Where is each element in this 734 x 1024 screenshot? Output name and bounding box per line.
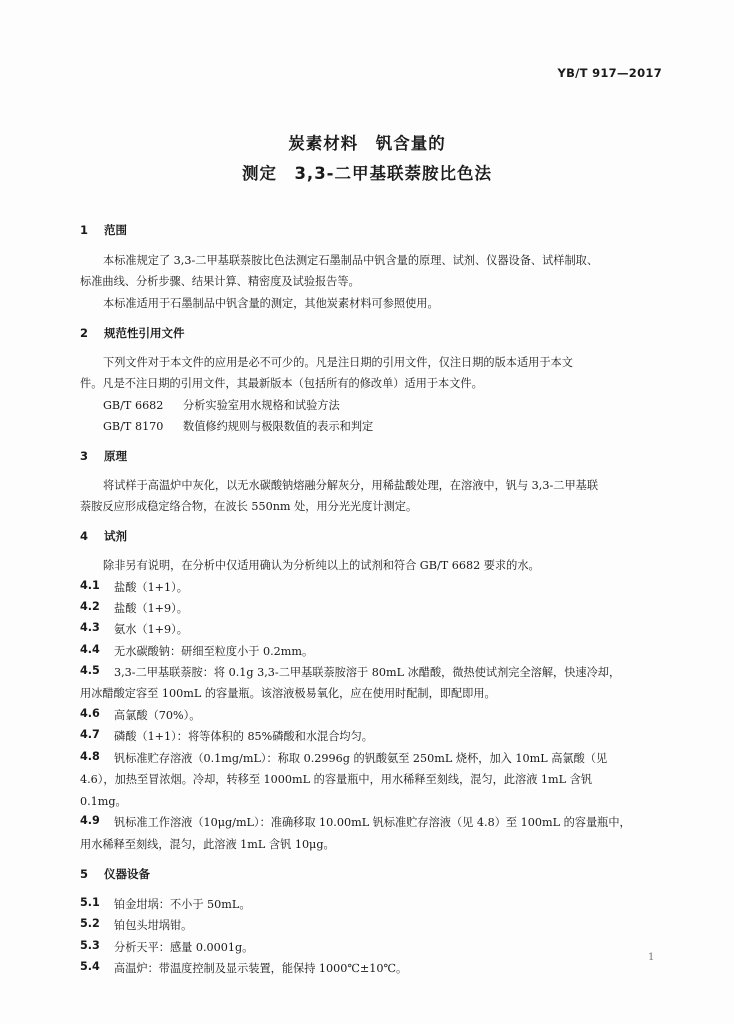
clause-text: 高温炉：带温度控制及显示装置，能保持 1000℃±10℃。 <box>114 962 408 975</box>
section-title: 规范性引用文件 <box>104 326 185 340</box>
clause-number: 4.1 <box>80 579 100 592</box>
normative-reference <box>103 418 373 434</box>
clause-text: 分析天平：感量 0.0001g。 <box>114 941 254 954</box>
clause-text: 盐酸（1+9）。 <box>114 602 188 615</box>
clause-number: 4.6 <box>80 707 100 720</box>
section-title: 试剂 <box>104 529 127 543</box>
clause-text: 3,3-二甲基联萘胺：将 0.1g 3,3-二甲基联萘胺溶于 80mL 冰醋酸，微热使试剂完全溶解，快速冷却， <box>114 666 621 679</box>
paragraph-line: 将试样于高温炉中灰化，以无水碳酸钠熔融分解灰分，用稀盐酸处理，在溶液中，钒与 3,3-二甲基联 <box>103 479 599 492</box>
clause-text: 钒标准贮存溶液（0.1mg/mL）：称取 0.2996g 的钒酸氨至 250mL 烧杯，加入 10mL 高氯酸（见 <box>114 752 608 765</box>
section-5-heading <box>80 866 150 882</box>
section-number: 5 <box>80 867 89 881</box>
clause-text-continued: 用水稀释至刻线，混匀，此溶液 1mL 含钒 10μg。 <box>80 838 335 851</box>
paragraph-line: 件。凡是不注日期的引用文件，其最新版本（包括所有的修改单）适用于本文件。 <box>80 377 483 390</box>
clause-number: 4.7 <box>80 728 100 741</box>
clause-number: 5.1 <box>80 896 100 909</box>
clause-text: 无水碳酸钠：研细至粒度小于 0.2mm。 <box>114 645 314 658</box>
reference-code: GB/T 8170 <box>103 420 164 433</box>
clause-text: 磷酸（1+1）：将等体积的 85%磷酸和水混合均匀。 <box>114 730 373 743</box>
clause-text: 氨水（1+9）。 <box>114 623 188 636</box>
clause-number: 4.3 <box>80 621 100 634</box>
paragraph-line: 萘胺反应形成稳定络合物，在波长 550nm 处，用分光光度计测定。 <box>80 500 418 513</box>
reference-title: 分析实验室用水规格和试验方法 <box>183 399 340 412</box>
normative-reference <box>103 397 340 413</box>
clause-number: 5.2 <box>80 917 100 930</box>
clause-text-continued: 0.1mg。 <box>80 795 127 808</box>
paragraph-line: 除非另有说明，在分析中仅适用确认为分析纯以上的试剂和符合 GB/T 6682 要求的水。 <box>103 559 540 572</box>
clause-text: 高氯酸（70%）。 <box>114 709 201 722</box>
section-number: 4 <box>80 529 89 543</box>
section-title: 原理 <box>104 449 127 463</box>
clause-text-continued: 4.6），加热至冒浓烟。冷却，转移至 1000mL 的容量瓶中，用水稀释至刻线，混匀，此溶液 1mL 含钒 <box>80 773 593 786</box>
clause-text: 铂包头坩埚钳。 <box>114 919 193 932</box>
clause-text: 铂金坩埚：不小于 50mL。 <box>114 898 251 911</box>
section-number: 3 <box>80 449 89 463</box>
paragraph-line: 标准曲线、分析步骤、结果计算、精密度及试验报告等。 <box>80 275 360 288</box>
document-title-line-1: 炭素材料 钒含量的 <box>288 134 446 153</box>
clause-text-continued: 用冰醋酸定容至 100mL 的容量瓶。该溶液极易氧化，应在使用时配制，即配即用。 <box>80 687 496 700</box>
section-title: 范围 <box>104 223 127 237</box>
page-number: 1 <box>648 952 655 963</box>
reference-code: GB/T 6682 <box>103 399 164 412</box>
paragraph-line: 下列文件对于本文件的应用是必不可少的。凡是注日期的引用文件，仅注日期的版本适用于本文 <box>103 356 573 369</box>
paragraph-line: 本标准适用于石墨制品中钒含量的测定，其他炭素材料可参照使用。 <box>103 297 439 310</box>
clause-text: 盐酸（1+1）。 <box>114 581 188 594</box>
section-2-heading <box>80 325 185 341</box>
standard-number: YB/T 917—2017 <box>557 66 662 80</box>
section-title: 仪器设备 <box>104 867 150 881</box>
clause-number: 4.4 <box>80 643 100 656</box>
section-number: 1 <box>80 223 89 237</box>
reference-title: 数值修约规则与极限数值的表示和判定 <box>183 420 374 433</box>
clause-number: 4.9 <box>80 814 100 827</box>
clause-number: 5.4 <box>80 960 100 973</box>
clause-text: 钒标准工作溶液（10μg/mL）：准确移取 10.00mL 钒标准贮存溶液（见 4.8）至 100mL 的容量瓶中， <box>114 816 631 829</box>
section-1-heading <box>80 222 127 238</box>
section-4-heading <box>80 528 127 544</box>
section-3-heading <box>80 448 127 464</box>
paragraph-line: 本标准规定了 3,3-二甲基联萘胺比色法测定石墨制品中钒含量的原理、试剂、仪器设备、试样制取、 <box>103 254 599 267</box>
section-number: 2 <box>80 326 89 340</box>
document-title-line-2: 测定 3,3-二甲基联萘胺比色法 <box>241 164 493 183</box>
clause-number: 4.2 <box>80 600 100 613</box>
clause-number: 4.5 <box>80 664 100 677</box>
clause-number: 5.3 <box>80 939 100 952</box>
clause-number: 4.8 <box>80 750 100 763</box>
